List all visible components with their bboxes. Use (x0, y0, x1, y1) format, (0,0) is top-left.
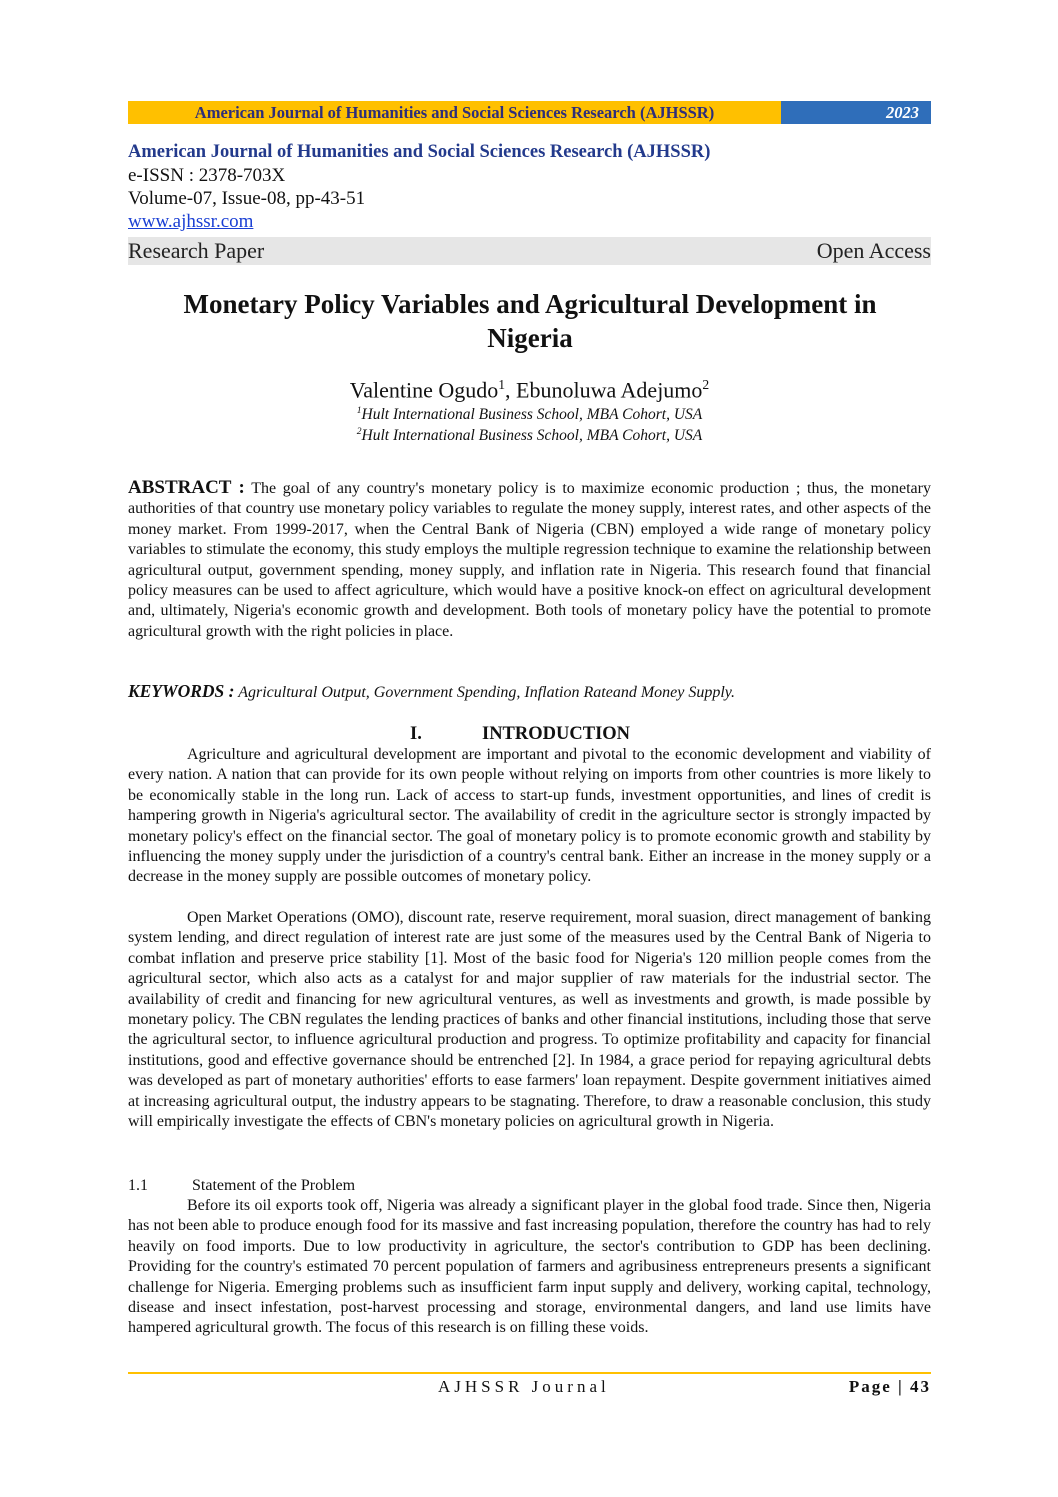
page-footer (128, 1377, 931, 1399)
journal-volume: Volume-07, Issue-08, pp-43-51 (128, 188, 366, 209)
subsection-heading (128, 1176, 355, 1196)
access-label: Open Access (816, 238, 931, 263)
affil-text: Hult International Business School, MBA Cohort, USA (361, 406, 703, 424)
abstract-label: ABSTRACT : (128, 477, 245, 498)
running-header-year: 2023 (781, 101, 931, 124)
journal-eissn: e-ISSN : 2378-703X (128, 165, 286, 186)
paper-type-label: Research Paper (128, 238, 265, 263)
running-header (128, 101, 931, 124)
section-title: INTRODUCTION (482, 724, 631, 744)
paper-type-bar (128, 237, 931, 265)
subsection-title: Statement of the Problem (192, 1177, 356, 1194)
journal-info (128, 141, 931, 233)
author-name: Valentine Ogudo (349, 377, 499, 403)
keywords (128, 681, 931, 702)
problem-paragraph: Before its oil exports took off, Nigeria was already a significant player in the global food trade. Since then, Nigeria has not been able to produce enough food for its massive and fast increasing population, therefore the country has had to rely heavily on food imports. Due to low productivity in agriculture, the sector's contribution to GDP has been declining. Providing for the country's estimated 70 percent population of farmers and agribusiness entrepreneurs presents a significant challenge for Nigeria. Emerging problems such as insufficient farm input supply and delivery, working capital, technology, disease and insect infestation, post-harvest processing and storage, environmental dangers, and land use limits have hampered agricultural growth. The focus of this research is on filling these voids. (128, 1197, 931, 1337)
abstract (128, 478, 931, 642)
affiliation-2 (128, 422, 931, 446)
keywords-label: KEYWORDS : (128, 681, 235, 701)
section-number: I. (410, 724, 422, 744)
journal-url-link[interactable]: www.ajhssr.com (128, 211, 254, 232)
author-list (128, 372, 931, 403)
footer-journal: AJHSSR Journal (438, 1377, 610, 1396)
intro-paragraph-2: Open Market Operations (OMO), discount rate, reserve requirement, moral suasion, direct management of banking system lending, and direct regulation of interest rate are just some of the measures used by the Central Bank of Nigeria to combat inflation and preserve price stability [1]. Most of the basic food for Nigeria's 120 million people comes from the agricultural sector, which also acts as a catalyst for and major supplier of raw materials for the industrial sector. The availability of credit and financing for new agricultural ventures, as well as investments and growth, is made possible by monetary policy. The CBN regulates the lending practices of banks and other financial institutions, including those that serve the agricultural sector, to influence agricultural production and progress. To optimize profitability and capacity for financial institutions, good and effective governance should be entrenched [2]. In 1984, a grace period for repaying agricultural debts was developed as part of monetary authorities' efforts to ease farmers' loan repayment. Despite government initiatives aimed at increasing agricultural output, the industry appears to be stagnating. Therefore, to draw a reasonable conclusion, this study will empirically investigate the effects of CBN's monetary policies on agricultural growth in Nigeria. (128, 909, 931, 1131)
keywords-text: Agricultural Output, Government Spending, Inflation Rateand Money Supply. (238, 684, 736, 701)
section-heading (410, 723, 630, 745)
author-affil-marker: 1 (498, 377, 506, 392)
intro-paragraph-1: Agriculture and agricultural development are important and pivotal to the economic development and viability of every nation. A nation that can provide for its own people without relying on imports from other countries is more likely to be economically stable in the long run. Lack of access to start-up funds, investment opportunities, and lines of credit is hampering growth in Nigeria's agricultural sector. The availability of credit in the agriculture sector is strongly impacted by monetary policy's effect on the financial sector. The goal of monetary policy is to promote economic growth and stability by influencing the money supply under the jurisdiction of a country's central bank. Either an increase in the money supply or a decrease in the money supply are possible outcomes of monetary policy. (128, 746, 931, 886)
author-affil-marker: 2 (702, 377, 710, 392)
footer-rule (128, 1372, 931, 1374)
author-name: Ebunoluwa Adejumo (516, 377, 703, 403)
affil-text: Hult International Business School, MBA Cohort, USA (361, 427, 703, 445)
author-separator: , (505, 377, 517, 403)
running-header-journal: American Journal of Humanities and Social Sciences Research (AJHSSR) (128, 101, 781, 124)
affil-marker: 2 (356, 426, 362, 437)
article-title: Monetary Policy Variables and Agricultural Development in Nigeria (183, 289, 877, 353)
page-number: Page | 43 (848, 1377, 931, 1396)
affil-marker: 1 (356, 405, 362, 416)
abstract-text: The goal of any country's monetary policy is to maximize economic production ; thus, the monetary authorities of that country use monetary policy variables to regulate the money supply, interest rates, and other aspects of the money market. From 1999-2017, when the Central Bank of Nigeria (CBN) employed a wide range of monetary policy variables to stimulate the economy, this study employs the multiple regression technique to examine the relationship between agricultural output, government spending, money supply, and inflation rate in Nigeria. This research found that financial policy measures can be used to affect agriculture, which would have a positive knock-on effect on agricultural development and, ultimately, Nigeria's economic growth and development. Both tools of monetary policy have the potential to promote agricultural growth with the right policies in place. (128, 480, 931, 640)
journal-title: American Journal of Humanities and Social Sciences Research (AJHSSR) (128, 142, 711, 162)
subsection-number: 1.1 (128, 1177, 148, 1194)
